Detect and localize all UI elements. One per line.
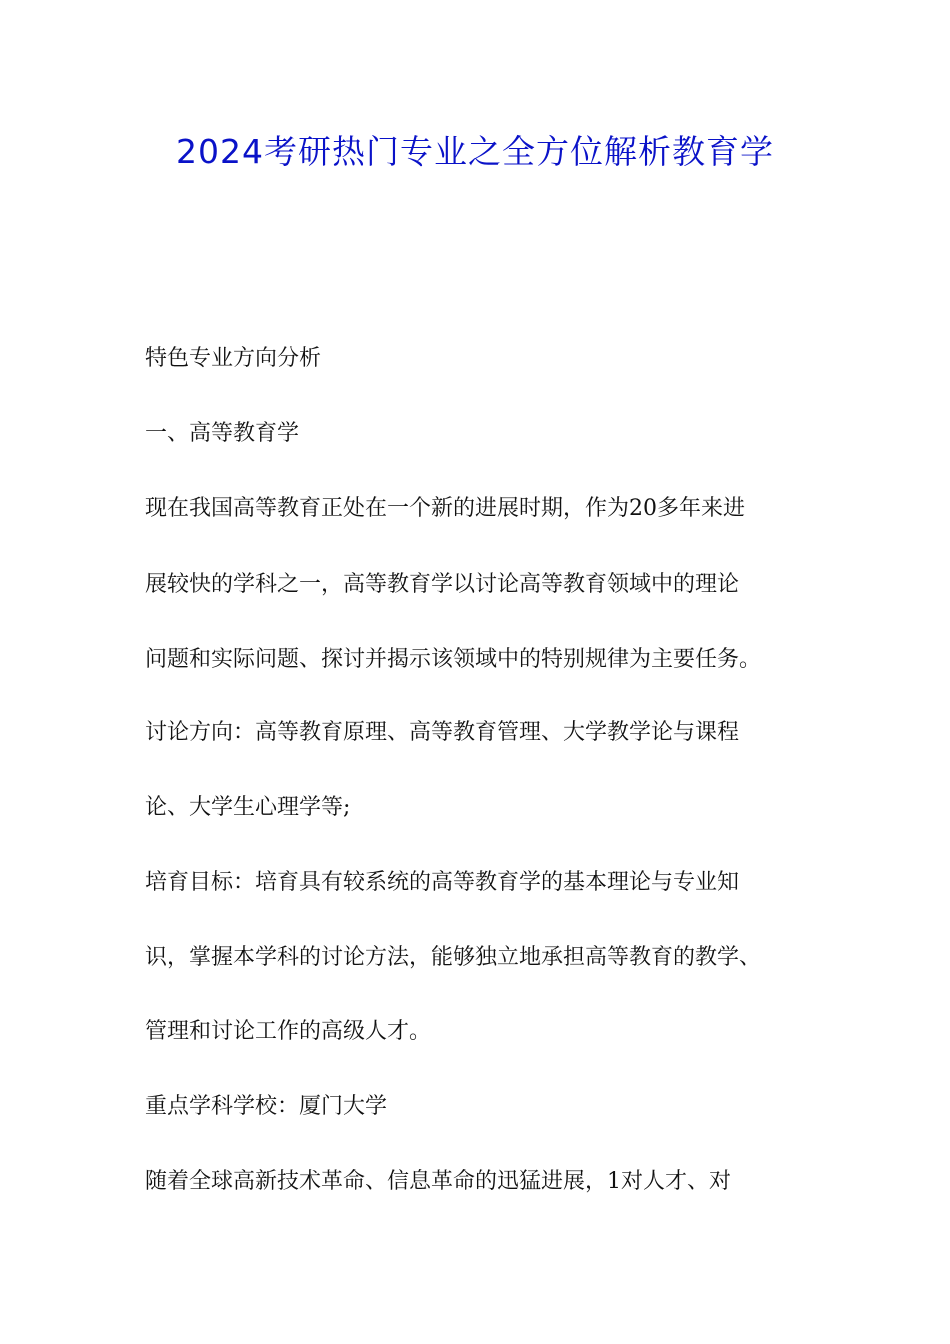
- subsection-heading: 一、高等教育学: [145, 421, 300, 446]
- paragraph-line: 管理和讨论工作的高级人才。: [145, 1019, 432, 1044]
- paragraph-line: 讨论方向：高等教育原理、高等教育管理、大学教学论与课程: [145, 720, 740, 745]
- paragraph-line: 论、大学生心理学等;: [145, 795, 351, 820]
- paragraph-line: 现在我国高等教育正处在一个新的进展时期，作为20多年来进: [145, 496, 745, 521]
- document-title: 2024考研热门专业之全方位解析教育学: [176, 132, 774, 171]
- paragraph-line: 识，掌握本学科的讨论方法，能够独立地承担高等教育的教学、: [145, 945, 762, 970]
- section-heading: 特色专业方向分析: [145, 346, 322, 371]
- paragraph-line: 问题和实际问题、探讨并揭示该领域中的特别规律为主要任务。: [145, 647, 762, 672]
- paragraph-line: 重点学科学校：厦门大学: [145, 1094, 388, 1119]
- paragraph-line: 展较快的学科之一，高等教育学以讨论高等教育领域中的理论: [145, 572, 740, 597]
- paragraph-line: 随着全球高新技术革命、信息革命的迅猛进展，1对人才、对: [145, 1169, 731, 1194]
- paragraph-line: 培育目标：培育具有较系统的高等教育学的基本理论与专业知: [145, 870, 740, 895]
